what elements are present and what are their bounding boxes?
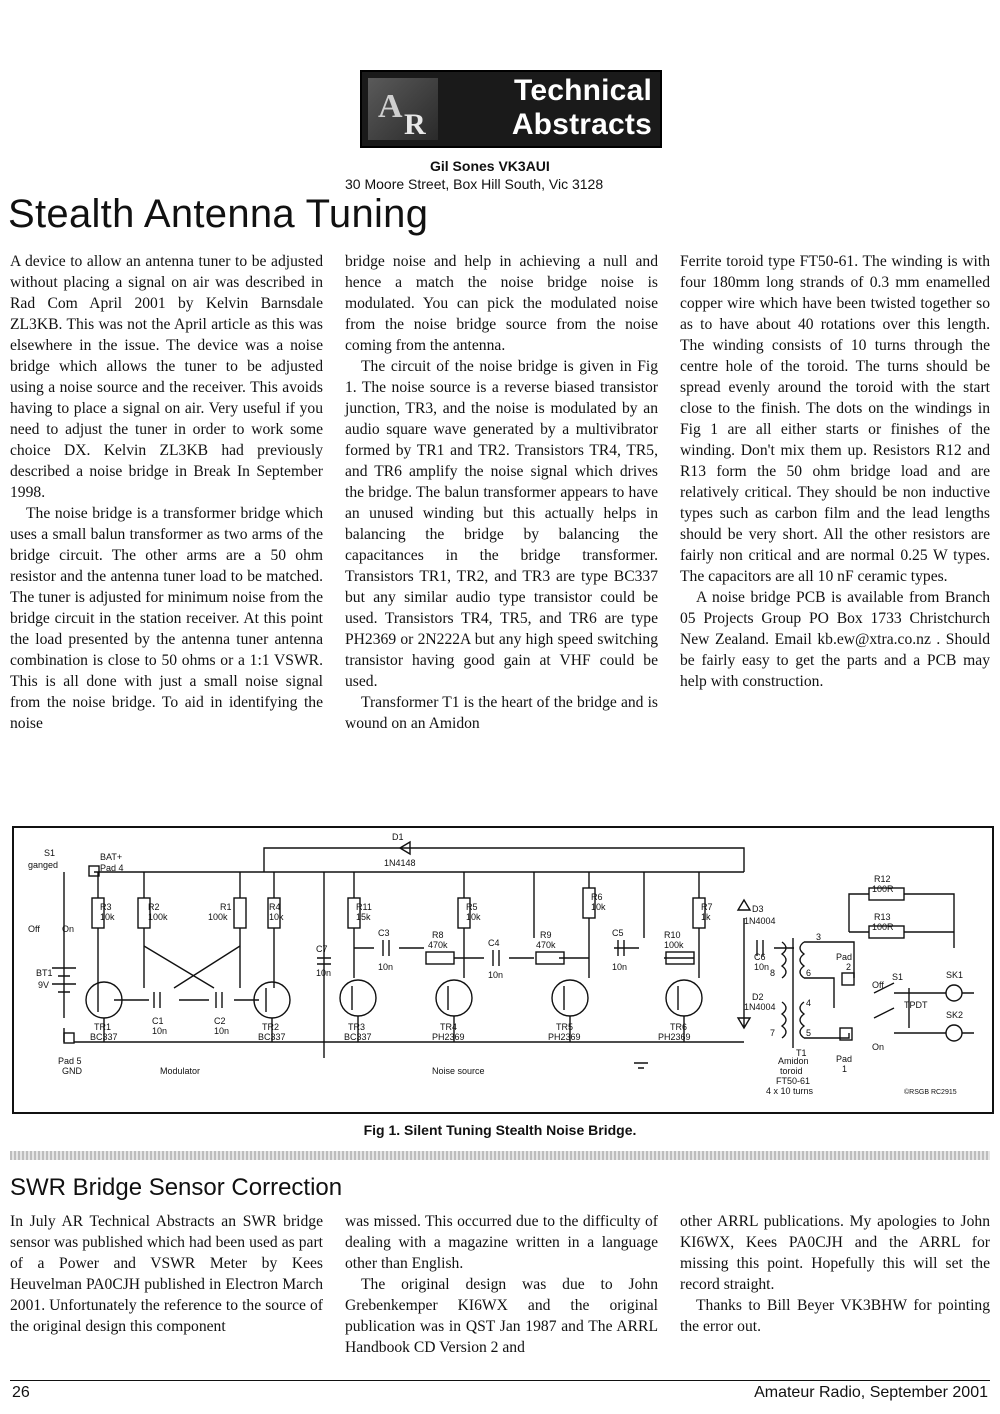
label-tr2-type: BC337: [258, 1032, 286, 1042]
label-r7-value: 1k: [701, 912, 711, 922]
section2-column-3: [680, 1211, 990, 1337]
paragraph: The noise bridge is a transformer bridge which uses a small balun transformer as two arms of the bridge circuit. The other arms are a 50 ohm resistor and the antenna tuner load to be matched. The tuner is adjusted for minimum noise from the bridge circuit in the station receiver. At this point the load presented by the antenna tuner antenna combination is close to 50 ohms or a 1:1 VSWR. This is all done with just a small noise signal from the noise bridge. To aid in identifying the noise: [10, 505, 323, 732]
label-d3-type: 1N4004: [744, 916, 776, 926]
label-r3: R3: [100, 902, 112, 912]
label-amidon: Amidon: [778, 1056, 809, 1066]
paragraph: bridge noise and help in achieving a null and hence a match the noise bridge noise is modulated. You can pick the modulated noise from the noise bridge source from the noise coming from the antenna.: [345, 253, 658, 354]
label-c1-value: 10n: [152, 1026, 168, 1036]
label-tr4: TR4: [440, 1022, 458, 1032]
label-r2-value: 100k: [148, 912, 168, 922]
paragraph: Transformer T1 is the heart of the bridge and is wound on an Amidon: [345, 694, 658, 732]
label-tr6: TR6: [670, 1022, 688, 1032]
label-d2-type: 1N4004: [744, 1002, 776, 1012]
label-c3-value: 10n: [378, 962, 394, 972]
label-t1: T1: [796, 1048, 807, 1058]
label-r4: R4: [269, 902, 281, 912]
label-c3: C3: [378, 928, 390, 938]
label-s1-switch: S1: [892, 972, 904, 982]
label-bat: BAT+: [100, 852, 123, 862]
label-pad2-number: 2: [846, 962, 852, 972]
label-d1: D1: [392, 832, 404, 842]
label-noise-source: Noise source: [432, 1066, 485, 1076]
label-winding-5: 5: [806, 1028, 812, 1038]
label-on: On: [62, 924, 75, 934]
label-c1: C1: [152, 1016, 164, 1026]
section-divider: [10, 1151, 990, 1160]
label-pad4: Pad 4: [100, 863, 124, 873]
footer-rule: [10, 1380, 990, 1381]
section2-column-1: [10, 1211, 323, 1337]
label-tr5-type: PH2369: [548, 1032, 581, 1042]
label-c7-value: 10n: [316, 968, 332, 978]
paragraph: Ferrite toroid type FT50-61. The winding is with four 180mm long strands of 0.3 mm enamelled copper wire which have been twisted together so as to have about 40 rotations over this length. The winding consists of 10 turns through the centre hole of the toroid. The turns should be spread evenly around the toroid with the start close to the finish. The dots on the windings in Fig 1 are all either starts or finishes of the winding. Don't mix them up. Resistors R12 and R13 form the 50 ohm bridge load and are relatively critical. They should be non inductive types such as carbon film and the lead lengths should be very short. All the other resistors are fairly non critical and are normal 0.25 W types. The capacitors are all 10 nF ceramic types.: [680, 253, 990, 585]
paragraph: In July AR Technical Abstracts an SWR bridge sensor was published which had been used as part of a Power and VSWR Meter by Kees Heuvelman PA0CJH published in Electron March 2001. Unfortunately the reference to the source of the original design this component: [10, 1213, 323, 1335]
label-r1-value: 100k: [208, 912, 228, 922]
label-r7: R7: [701, 902, 713, 912]
figure-caption: Fig 1. Silent Tuning Stealth Noise Bridge.: [363, 1122, 637, 1138]
label-r10-value: 100k: [664, 940, 684, 950]
publication-footer: Amateur Radio, September 2001: [754, 1384, 988, 1401]
paragraph: was missed. This occurred due to the difficulty of dealing with a magazine written in a language other than English.: [345, 1213, 658, 1272]
label-winding-3: 3: [816, 932, 822, 942]
label-ganged: ganged: [28, 860, 59, 870]
label-r10: R10: [664, 930, 681, 940]
paragraph: other ARRL publications. My apologies to John KI6WX, Kees PA0CJH and the ARRL for missing this point. Hopefully this will set the record straight.: [680, 1213, 990, 1293]
section2-column-2: [345, 1211, 658, 1358]
label-r11: R11: [356, 902, 372, 912]
paragraph: The original design was due to John Grebenkemper KI6WX and the original publication was in QST Jan 1987 and The ARRL Handbook CD Version 2 and: [345, 1276, 658, 1356]
noise-bridge-schematic: [14, 828, 992, 1112]
label-tpdt: TPDT: [904, 1000, 928, 1010]
logo-letter-r: R: [404, 108, 426, 141]
page-number: 26: [12, 1384, 30, 1401]
label-winding-4: 4: [806, 998, 812, 1008]
label-winding-7: 7: [770, 1028, 776, 1038]
label-r5: R5: [466, 902, 478, 912]
label-ft50-61: FT50-61: [776, 1076, 811, 1086]
label-pad1: Pad: [836, 1054, 853, 1064]
label-pad2: Pad: [836, 952, 853, 962]
label-d3: D3: [752, 904, 764, 914]
ar-logo-mark: [368, 78, 438, 140]
label-c6-value: 10n: [754, 962, 770, 972]
article-title: Stealth Antenna Tuning: [8, 192, 429, 236]
label-r9: R9: [540, 930, 552, 940]
paragraph: A device to allow an antenna tuner to be adjusted without placing a signal on air was described in Rad Com April 2001 by Kelvin Barnsdale ZL3KB. This was not the April article as this was elsewhere in the issue. The device was a noise bridge which allows the tuner to be adjusted using a noise source and the receiver. This avoids having to place a signal on air. Very useful if you need to adjust the tuner in order to work some choice DX. Kelvin ZL3KB had previously described a noise bridge in Break In September 1998.: [10, 253, 323, 501]
label-modulator: Modulator: [160, 1066, 201, 1076]
label-r5-value: 10k: [466, 912, 481, 922]
label-c4: C4: [488, 938, 500, 948]
label-sk1: SK1: [946, 970, 964, 980]
logo-letter-a: A: [378, 88, 403, 125]
label-r12: R12: [874, 874, 891, 884]
label-r9-value: 470k: [536, 940, 556, 950]
paragraph: The circuit of the noise bridge is given in Fig 1. The noise source is a reverse biased transistor junction, TR3, and the noise is modulated by an audio square wave generated by a multivibrator formed by TR1 and TR2. Transistors TR4, TR5, and TR6 amplify the noise signal which drives the bridge. The balun transformer appears to have an unused winding but this actually helps in balancing the bridge by balancing the capacitances in the bridge transformer. Transistors TR1, TR2, and TR3 are type BC337 but any similar audio type transistor could be used. Transistors TR4, TR5, and TR6 are type PH2369 or 2N222A but any high speed switching transistor having good gain at VHF could be used.: [345, 358, 658, 690]
paragraph: Thanks to Bill Beyer VK3BHW for pointing the error out.: [680, 1297, 990, 1335]
label-tr1-type: BC337: [90, 1032, 118, 1042]
label-tr6-type: PH2369: [658, 1032, 691, 1042]
author-address: 30 Moore Street, Box Hill South, Vic 3128: [345, 176, 604, 192]
circuit-diagram-figure: [12, 826, 994, 1114]
label-c2: C2: [214, 1016, 226, 1026]
label-rsgb-credit: ©RSGB RC2915: [904, 1089, 957, 1096]
label-c7: C7: [316, 944, 328, 954]
label-r1: R1: [220, 902, 232, 912]
label-c2-value: 10n: [214, 1026, 230, 1036]
article-column-1: [10, 251, 323, 734]
label-winding-8: 8: [770, 968, 776, 978]
label-r3-value: 10k: [100, 912, 115, 922]
label-sk2: SK2: [946, 1010, 964, 1020]
label-r2: R2: [148, 902, 160, 912]
label-tr2: TR2: [262, 1022, 280, 1032]
label-s1: S1: [44, 848, 56, 858]
label-winding-6: 6: [806, 968, 812, 978]
label-r4-value: 10k: [269, 912, 284, 922]
article-column-3: [680, 251, 990, 692]
label-c6: C6: [754, 952, 766, 962]
article-column-2: [345, 251, 658, 734]
logo-title-abstracts: Abstracts: [511, 108, 652, 141]
technical-abstracts-logo: [360, 70, 662, 148]
label-r8: R8: [432, 930, 444, 940]
label-tr3-type: BC337: [344, 1032, 372, 1042]
label-c4-value: 10n: [488, 970, 504, 980]
label-pad5: Pad 5: [58, 1056, 82, 1066]
label-tr3: TR3: [348, 1022, 366, 1032]
label-bt1-voltage: 9V: [38, 980, 50, 990]
label-r13: R13: [874, 912, 891, 922]
label-switch-on: On: [872, 1042, 885, 1052]
label-r6: R6: [591, 892, 603, 902]
label-tr4-type: PH2369: [432, 1032, 465, 1042]
label-c5-value: 10n: [612, 962, 628, 972]
label-turns: 4 x 10 turns: [766, 1086, 814, 1096]
label-toroid: toroid: [780, 1066, 803, 1076]
label-r6-value: 10k: [591, 902, 606, 912]
label-tr1: TR1: [94, 1022, 112, 1032]
label-r11-value: 15k: [356, 912, 371, 922]
author-name: Gil Sones VK3AUI: [430, 158, 550, 174]
label-r13-value: 100R: [872, 922, 894, 932]
label-r8-value: 470k: [428, 940, 448, 950]
label-r12-value: 100R: [872, 884, 894, 894]
label-c5: C5: [612, 928, 624, 938]
section-title-swr-bridge: SWR Bridge Sensor Correction: [10, 1174, 343, 1201]
label-d2: D2: [752, 992, 764, 1002]
label-d1-type: 1N4148: [384, 858, 416, 868]
label-gnd: GND: [62, 1066, 82, 1076]
label-bt1: BT1: [36, 968, 53, 978]
label-switch-off: Off: [872, 980, 884, 990]
logo-title-technical: Technical: [514, 74, 652, 107]
paragraph: A noise bridge PCB is available from Branch 05 Projects Group PO Box 1733 Christchurch New Zealand. Email kb.ew@xtra.co.nz . Should be fairly easy to get the parts and a PCB may help with construction.: [680, 589, 990, 690]
label-tr5: TR5: [556, 1022, 574, 1032]
label-off: Off: [28, 924, 40, 934]
label-pad1-number: 1: [842, 1064, 848, 1074]
